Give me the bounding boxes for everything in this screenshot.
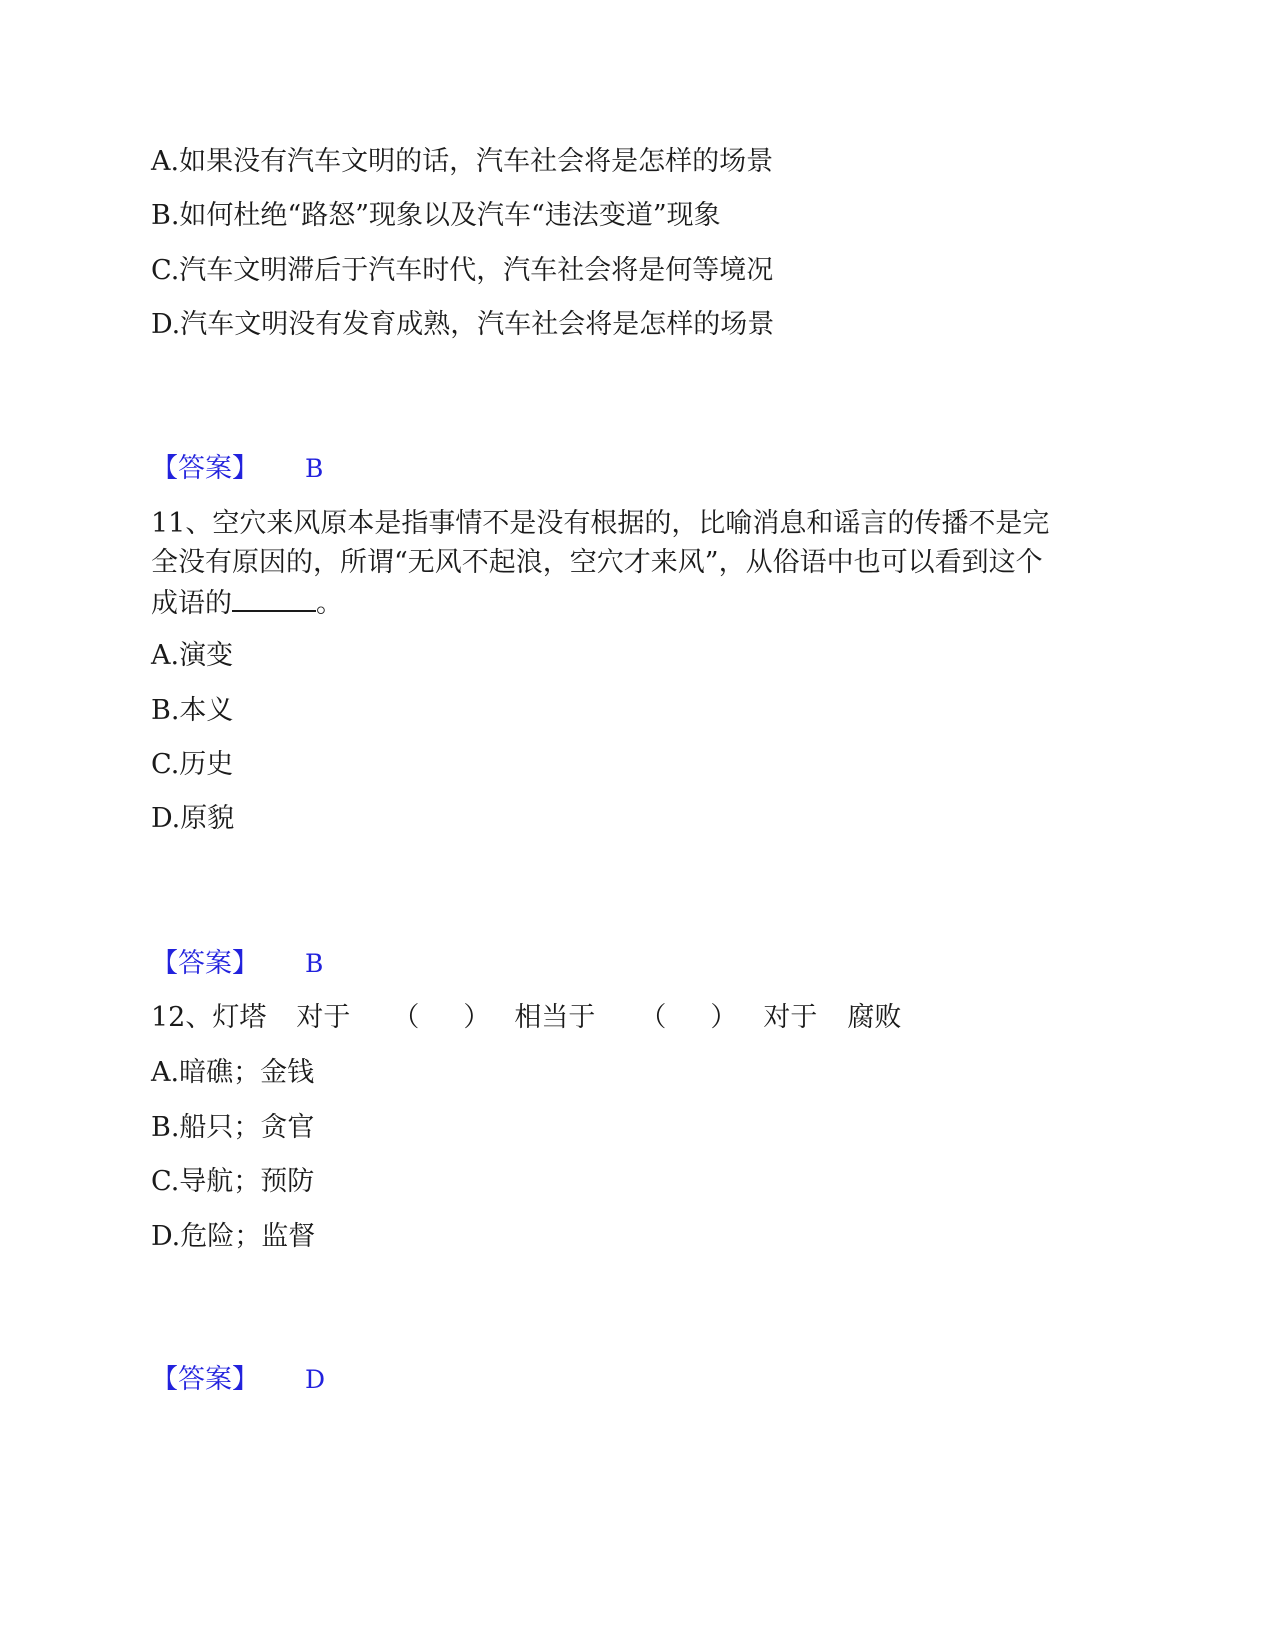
q12-stem-part: 对于 bbox=[763, 1002, 818, 1033]
q12-stem bbox=[151, 998, 901, 1038]
q12-option-d: D.危险；监督 bbox=[151, 1221, 316, 1252]
q11-stem-suffix: 。 bbox=[316, 588, 343, 619]
q11-option-c: C.历史 bbox=[151, 749, 234, 780]
q10-answer bbox=[151, 449, 323, 489]
q12-stem-part: （ bbox=[392, 1002, 420, 1033]
q10-option-d: D.汽车文明没有发育成熟，汽车社会将是怎样的场景 bbox=[151, 309, 775, 340]
fill-in-blank bbox=[232, 582, 316, 612]
q12-stem-part: 腐败 bbox=[847, 1002, 902, 1033]
q11-stem-prefix: 成语的 bbox=[151, 588, 232, 619]
q12-option-b: B.船只；贪官 bbox=[151, 1112, 315, 1143]
answer-value: B bbox=[305, 454, 324, 483]
q12-answer bbox=[151, 1360, 325, 1400]
answer-label: 【答案】 bbox=[151, 948, 259, 979]
q12-option-c: C.导航；预防 bbox=[151, 1166, 315, 1197]
q12-stem-part: ） bbox=[463, 1002, 491, 1033]
q10-option-c: C.汽车文明滞后于汽车时代，汽车社会将是何等境况 bbox=[151, 255, 774, 286]
q12-stem-part: ） bbox=[710, 1002, 738, 1033]
q12-option-a: A.暗礁；金钱 bbox=[151, 1057, 315, 1088]
q12-stem-part: （ bbox=[639, 1002, 667, 1033]
q11-answer bbox=[151, 944, 323, 984]
q11-option-d: D.原貌 bbox=[151, 803, 235, 834]
q11-option-b: B.本义 bbox=[151, 695, 234, 726]
q11-stem-line-1: 11、空穴来风原本是指事情不是没有根据的，比喻消息和谣言的传播不是完 bbox=[151, 508, 1050, 539]
q12-stem-part: 12、灯塔 bbox=[151, 1002, 267, 1033]
q11-stem-line-2: 全没有原因的，所谓“无风不起浪，空穴才来风”，从俗语中也可以看到这个 bbox=[151, 547, 1043, 578]
q11-stem-line-3 bbox=[151, 582, 343, 624]
answer-value: D bbox=[305, 1365, 326, 1394]
q10-option-a: A.如果没有汽车文明的话，汽车社会将是怎样的场景 bbox=[151, 146, 774, 177]
answer-label: 【答案】 bbox=[151, 1364, 259, 1395]
answer-value: B bbox=[305, 949, 324, 978]
q10-option-b: B.如何杜绝“路怒”现象以及汽车“违法变道”现象 bbox=[151, 200, 721, 231]
q12-stem-part: 对于 bbox=[296, 1002, 351, 1033]
q11-option-a: A.演变 bbox=[151, 640, 234, 671]
answer-label: 【答案】 bbox=[151, 453, 259, 484]
q12-stem-part: 相当于 bbox=[514, 1002, 596, 1033]
